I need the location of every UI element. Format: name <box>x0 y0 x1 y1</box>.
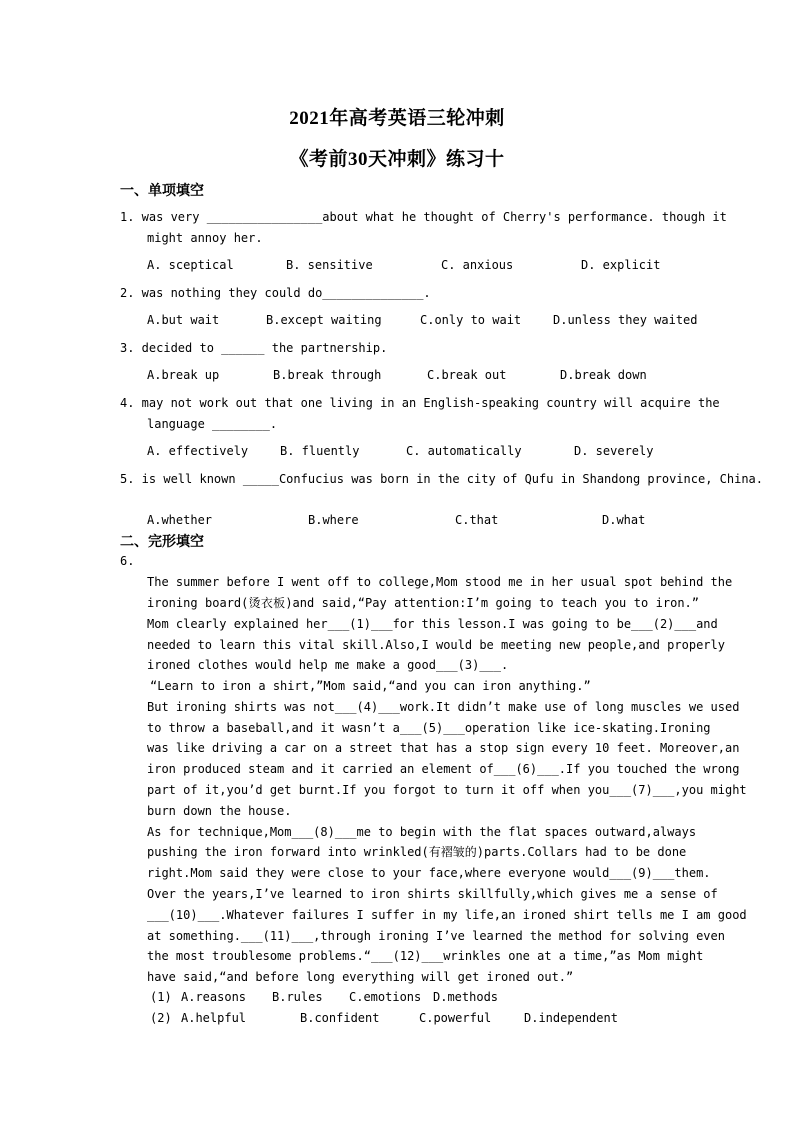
question-2-option-a: A.but wait <box>147 313 220 327</box>
question-3-text: 3. decided to ______ the partnership. <box>120 341 388 355</box>
cloze-1-option-d: D.methods <box>433 990 499 1004</box>
page-subtitle: 《考前30天冲刺》练习十 <box>289 149 505 170</box>
cloze-1-option-a: A.reasons <box>181 990 247 1004</box>
page-title: 2021年高考英语三轮冲刺 <box>289 108 505 129</box>
cloze-2-option-d: D.independent <box>524 1011 618 1025</box>
passage-line: to throw a baseball,and it wasn’t a___(5)___operation like ice-skating.Ironing <box>147 721 711 735</box>
passage-line: have said,“and before long everything will get ironed out.” <box>147 970 574 984</box>
passage-line: But ironing shirts was not___(4)___work.It didn’t make use of long muscles we used <box>147 700 740 714</box>
cloze-2-option-c: C.powerful <box>419 1011 492 1025</box>
cloze-1-option-b: B.rules <box>272 990 323 1004</box>
question-4-text: 4. may not work out that one living in an English-speaking country will acquire the <box>120 396 720 410</box>
passage-line: iron produced steam and it carried an element of___(6)___.If you touched the wrong <box>147 762 740 776</box>
passage-line: burn down the house. <box>147 804 292 818</box>
question-4-option-b: B. fluently <box>280 444 360 458</box>
question-1-option-b: B. sensitive <box>286 258 373 272</box>
cloze-2-number: (2) <box>150 1011 172 1025</box>
question-3-option-d: D.break down <box>560 368 647 382</box>
question-5-option-b: B.where <box>308 513 359 527</box>
question-4-option-a: A. effectively <box>147 444 249 458</box>
question-2-option-d: D.unless they waited <box>553 313 698 327</box>
question-2-option-c: C.only to wait <box>420 313 522 327</box>
passage-line: ___(10)___.Whatever failures I suffer in my life,an ironed shirt tells me I am good <box>147 908 747 922</box>
passage-line: right.Mom said they were close to your face,where everyone would___(9)___them. <box>147 866 711 880</box>
question-4-option-d: D. severely <box>574 444 654 458</box>
section-heading-cloze: 二、完形填空 <box>120 534 204 550</box>
cloze-2-option-b: B.confident <box>300 1011 380 1025</box>
question-5-option-d: D.what <box>602 513 646 527</box>
passage-line: the most troublesome problems.“___(12)___wrinkles one at a time,”as Mom might <box>147 949 704 963</box>
passage-line: As for technique,Mom___(8)___me to begin with the flat spaces outward,always <box>147 825 697 839</box>
question-1-option-d: D. explicit <box>581 258 661 272</box>
cloze-2-option-a: A.helpful <box>181 1011 247 1025</box>
passage-line: pushing the iron forward into wrinkled(有褶皱的)parts.Collars had to be done <box>147 845 687 859</box>
cloze-1-number: (1) <box>150 990 172 1004</box>
question-3-option-a: A.break up <box>147 368 220 382</box>
cloze-1-option-c: C.emotions <box>349 990 422 1004</box>
question-1-option-c: C. anxious <box>441 258 514 272</box>
passage-line: part of it,you’d get burnt.If you forgot to turn it off when you___(7)___,you might <box>147 783 747 797</box>
question-1-text: 1. was very ________________about what he thought of Cherry's performance. though it <box>120 210 727 224</box>
passage-line: Mom clearly explained her___(1)___for this lesson.I was going to be___(2)___and <box>147 617 718 631</box>
question-2-text: 2. was nothing they could do______________. <box>120 286 431 300</box>
question-1-option-a: A. sceptical <box>147 258 234 272</box>
passage-line: Over the years,I’ve learned to iron shirts skillfully,which gives me a sense of <box>147 887 718 901</box>
question-3-option-b: B.break through <box>273 368 382 382</box>
question-1-text-cont: might annoy her. <box>147 231 263 245</box>
passage-line: The summer before I went off to college,Mom stood me in her usual spot behind the <box>147 575 733 589</box>
section-heading-single-choice: 一、单项填空 <box>120 183 204 199</box>
question-2-option-b: B.except waiting <box>266 313 382 327</box>
passage-line: at something.___(11)___,through ironing I’ve learned the method for solving even <box>147 929 725 943</box>
question-5-option-a: A.whether <box>147 513 213 527</box>
question-5-option-c: C.that <box>455 513 499 527</box>
question-4-option-c: C. automatically <box>406 444 522 458</box>
passage-line: ironing board(烫衣板)and said,“Pay attention:I’m going to teach you to iron.” <box>147 596 699 610</box>
question-6-number: 6. <box>120 554 135 568</box>
passage-line: needed to learn this vital skill.Also,I would be meeting new people,and properly <box>147 638 725 652</box>
passage-line: ironed clothes would help me make a good___(3)___. <box>147 658 509 672</box>
passage-line: “Learn to iron a shirt,”Mom said,“and you can iron anything.” <box>150 679 591 693</box>
passage-line: was like driving a car on a street that has a stop sign every 10 feet. Moreover,an <box>147 741 740 755</box>
question-3-option-c: C.break out <box>427 368 507 382</box>
question-4-text-cont: language ________. <box>147 417 278 431</box>
question-5-text: 5. is well known _____Confucius was born in the city of Qufu in Shandong province, China. <box>120 472 763 486</box>
